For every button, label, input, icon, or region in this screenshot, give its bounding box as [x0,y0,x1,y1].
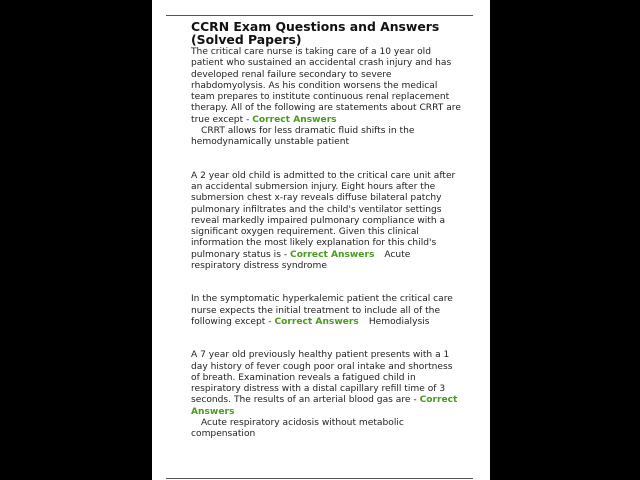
bottom-divider [166,478,473,479]
document-title: CCRN Exam Questions and Answers (Solved Papers) [191,19,440,47]
document-content [191,20,461,441]
correct-answers-label: Correct Answers [290,249,375,260]
qa-text [191,294,461,328]
qa-text [191,350,461,440]
question-text: The critical care nurse is taking care of a 10 year old patient who sustained an accidental crash injury and has developed renal failure secondary to severe rhabdomyolysis. As his condition worsens the medical team prepares to institute continuous renal replacement therapy. All of the following are statements about CRRT are true except - [191,47,461,125]
qa-item [191,294,461,328]
correct-answers-label: Correct Answers [252,114,337,125]
document-page [152,0,490,480]
qa-item [191,350,461,440]
question-text: A 7 year old previously healthy patient presents with a 1 day history of fever cough poor oral intake and shortness of breath. Examination reveals a fatigued child in respiratory distress with a distal capillary refill time of 3 seconds. The results of an arterial blood gas are - [191,350,453,406]
qa-text [191,47,461,149]
answer-text: Acute respiratory acidosis without metabolic compensation [191,418,404,440]
top-divider [166,15,473,16]
answer-text: Hemodialysis [368,316,430,327]
qa-text [191,171,461,273]
correct-answers-label: Correct Answers [274,316,359,327]
correct-answers-label: Correct Answers [191,395,458,417]
qa-item [191,47,461,149]
question-text: A 2 year old child is admitted to the critical care unit after an accidental submersion injury. Eight hours after the submersion chest x-ray reveals diffuse bilateral patchy pulmonary infiltrates and the child's ventilator settings reveal markedly impaired pulmonary compliance with a significant oxygen requirement. Given this clinical information the most likely explanation for this child's pulmonary status is - [191,170,456,260]
qa-item [191,171,461,273]
answer-text: Acute respiratory distress syndrome [191,249,411,272]
answer-text: CRRT allows for less dramatic fluid shifts in the hemodynamically unstable patient [191,126,415,148]
question-text: In the symptomatic hyperkalemic patient the critical care nurse expects the initial treatment to include all of the following except - [191,294,453,327]
